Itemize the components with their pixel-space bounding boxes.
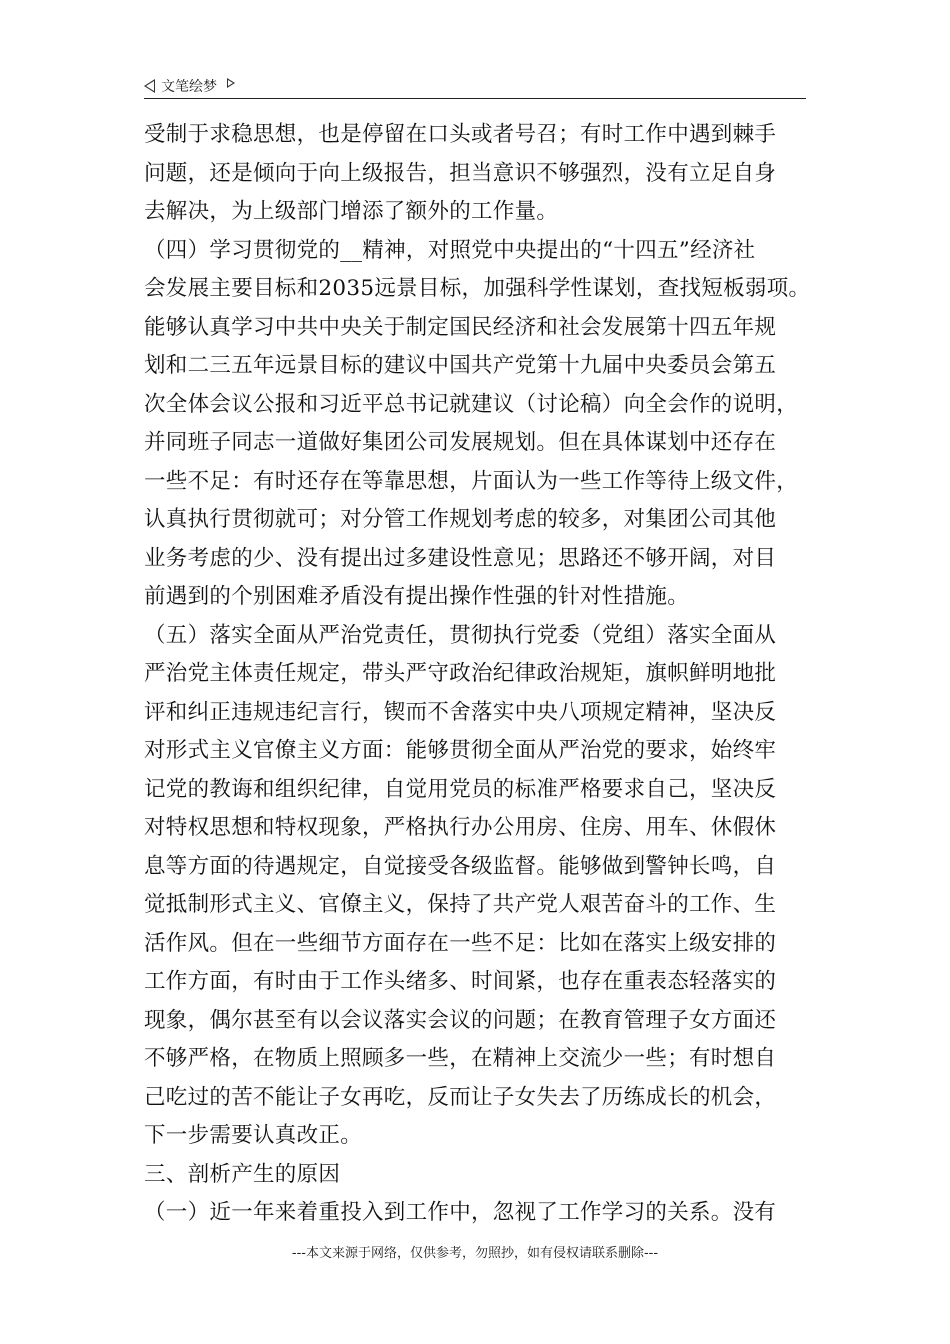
section-heading: 三、剖析产生的原因 <box>144 1161 341 1187</box>
body-line: 不够严格，在物质上照顾多一些，在精神上交流少一些；有时想自 <box>144 1046 777 1071</box>
page-header <box>144 74 806 98</box>
body-line: 去解决，为上级部门增添了额外的工作量。 <box>144 199 559 224</box>
body-line: 活作风。但在一些细节方面存在一些不足：比如在落实上级安排的 <box>144 930 777 956</box>
body-line: 下一步需要认真改正。 <box>144 1123 363 1148</box>
body-line: 次全体会议公报和习近平总书记就建议（讨论稿）向全会作的说明， <box>144 391 799 417</box>
body-line: 认真执行贯彻就可；对分管工作规划考虑的较多，对集团公司其他 <box>144 507 777 532</box>
body-line: 工作方面，有时由于工作头绪多、时间紧，也存在重表态轻落实的 <box>144 969 777 994</box>
document-body <box>144 116 811 1233</box>
body-line: 问题，还是倾向于向上级报告，担当意识不够强烈，没有立足自身 <box>144 160 777 186</box>
body-line: 对形式主义官僚主义方面：能够贯彻全面从严治党的要求，始终牢 <box>144 738 777 763</box>
body-line: 对特权思想和特权现象，严格执行办公用房、住房、用车、休假休 <box>144 815 777 840</box>
body-line: 一些不足：有时还存在等靠思想，片面认为一些工作等待上级文件， <box>144 468 799 494</box>
body-line: 会发展主要目标和2035远景目标，加强科学性谋划，查找短板弱项。 <box>144 276 811 301</box>
triangle-right-icon <box>227 78 235 88</box>
body-line: （五）落实全面从严治党责任，贯彻执行党委（党组）落实全面从 <box>144 622 777 648</box>
body-line: 记党的教诲和组织纪律，自觉用党员的标准严格要求自己，坚决反 <box>144 776 777 802</box>
body-line: 受制于求稳思想，也是停留在口头或者号召；有时工作中遇到棘手 <box>144 122 777 147</box>
body-line: （一）近一年来着重投入到工作中，忽视了工作学习的关系。没有 <box>144 1200 777 1225</box>
body-line: 评和纠正违规违纪言行，锲而不舍落实中央八项规定精神，坚决反 <box>144 699 777 725</box>
header-divider <box>144 98 806 99</box>
header-title: 文笔绘梦 <box>161 79 217 95</box>
body-line: 觉抵制形式主义、官僚主义，保持了共产党人艰苦奋斗的工作、生 <box>144 892 777 917</box>
body-line: （四）学习贯彻党的__精神，对照党中央提出的“十四五”经济社 <box>144 237 756 263</box>
body-line: 己吃过的苦不能让子女再吃，反而让子女失去了历练成长的机会， <box>144 1084 777 1110</box>
body-line: 业务考虑的少、没有提出过多建设性意见；思路还不够开阔，对目 <box>144 545 777 571</box>
page-footer: ---本文来源于网络，仅供参考，勿照抄，如有侵权请联系删除--- <box>291 1246 659 1261</box>
body-line: 前遇到的个别困难矛盾没有提出操作性强的针对性措施。 <box>144 584 690 609</box>
body-line: 严治党主体责任规定，带头严守政治纪律政治规矩，旗帜鲜明地批 <box>144 661 777 686</box>
body-line: 能够认真学习中共中央关于制定国民经济和社会发展第十四五年规 <box>144 314 777 340</box>
body-line: 划和二三五年远景目标的建议中国共产党第十九届中央委员会第五 <box>144 353 777 378</box>
body-line: 并同班子同志一道做好集团公司发展规划。但在具体谋划中还存在 <box>144 430 777 455</box>
body-line: 现象，偶尔甚至有以会议落实会议的问题；在教育管理子女方面还 <box>144 1007 777 1033</box>
body-line: 息等方面的待遇规定，自觉接受各级监督。能够做到警钟长鸣，自 <box>144 853 777 879</box>
triangle-left-icon <box>144 79 155 93</box>
